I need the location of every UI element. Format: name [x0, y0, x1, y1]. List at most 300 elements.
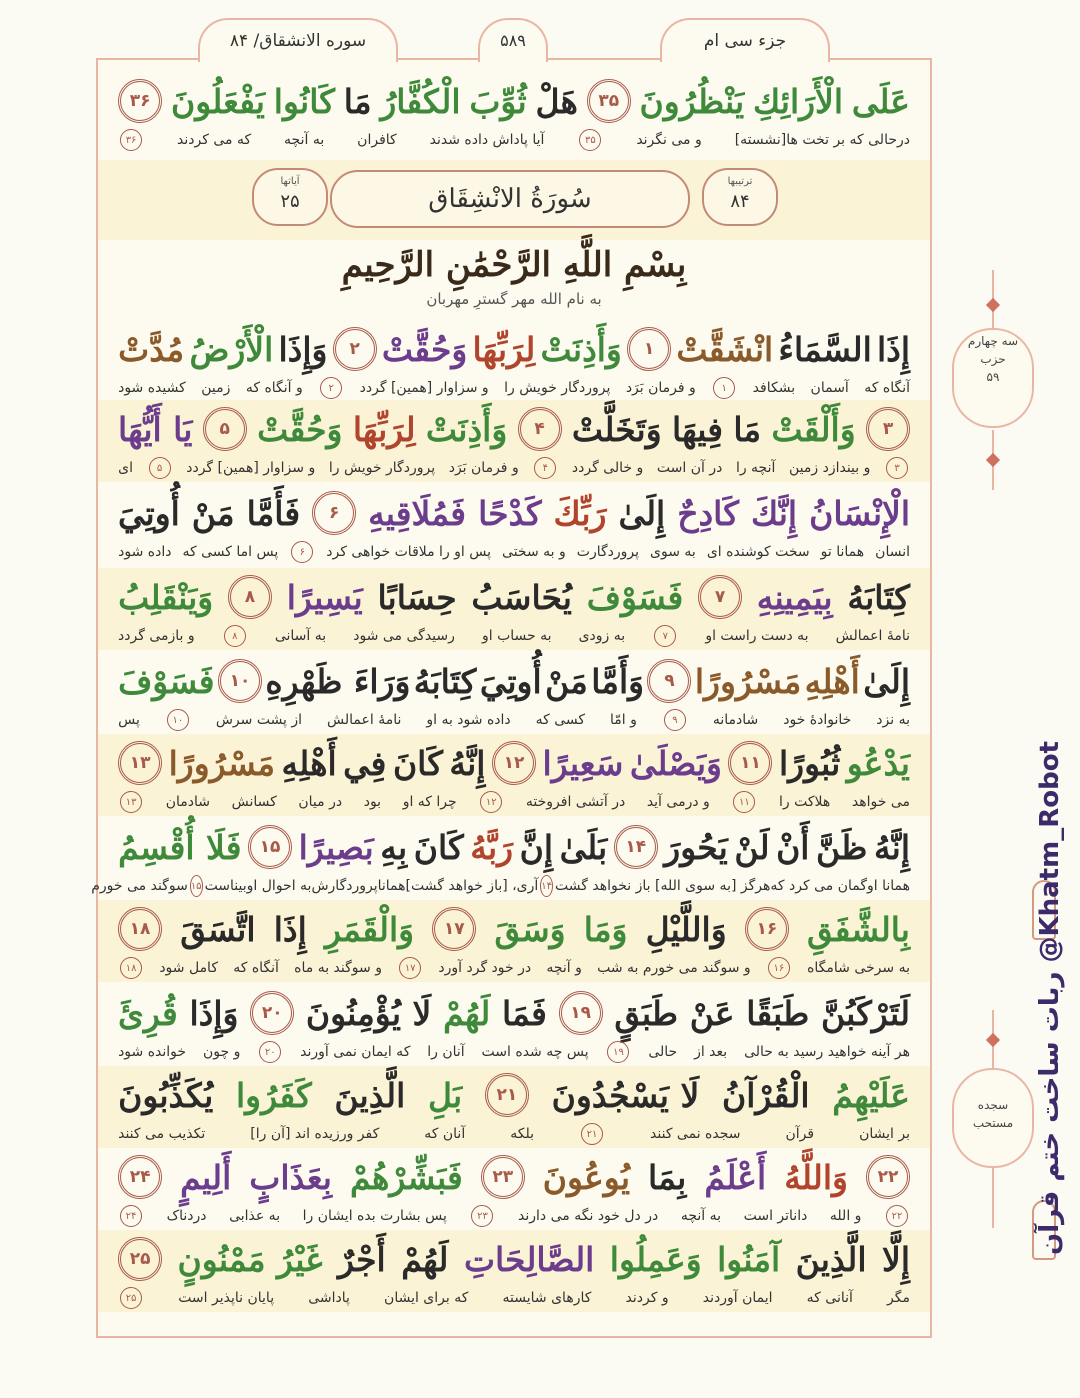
hizb-line1: سه چهارم: [967, 334, 1019, 348]
arabic-word: الْكُفَّارُ: [380, 81, 461, 121]
arabic-word: عَنْ: [689, 993, 735, 1033]
ayah-number-marker: ۳: [866, 407, 910, 451]
translation-word: پروردگار خویش را: [504, 380, 611, 396]
translation-word: نامهٔ اعمالش: [835, 628, 910, 644]
translation-word: پاداشی: [308, 1290, 350, 1306]
arabic-word: إِلَىٰ: [863, 661, 910, 701]
ayah-number-marker: ۱۰: [218, 659, 262, 703]
translation-word: پس: [118, 712, 140, 728]
translation-word: شادمان: [165, 794, 210, 810]
translation-word: و فرمان بَرَد: [625, 380, 696, 396]
ayat-value: ۲۵: [280, 191, 300, 212]
translation-line: [118, 1286, 910, 1310]
arabic-word: أَهْلِهِ: [804, 661, 860, 701]
arabic-word: وَالْقَمَرِ: [324, 909, 415, 949]
arabic-word: ظَنَّ: [816, 827, 868, 867]
arabic-word: وَسَقَ: [494, 909, 566, 949]
translation-word: هرگز [به سوی الله] باز نخواهد گشت: [555, 878, 771, 894]
translation-ayah-number: ۱۴: [540, 875, 553, 897]
side-diamond: [986, 453, 1000, 467]
translation-word: که ایمان نمی آورند: [300, 1044, 411, 1060]
translation-word: و درمی آید: [646, 794, 710, 810]
translation-word: پس چه شده است: [481, 1044, 589, 1060]
translation-word: در آتشی افروخته: [525, 794, 626, 810]
translation-line: [118, 1204, 910, 1228]
translation-ayah-number: ۱۵: [190, 875, 203, 897]
translation-word: به احوال او: [246, 878, 312, 894]
arabic-word: وَمَا: [583, 909, 628, 949]
translation-word: کافران: [357, 132, 397, 148]
arabic-word: يَفْعَلُونَ: [170, 81, 265, 121]
arabic-word: كَانَ: [413, 827, 464, 867]
translation-word: و الله: [829, 1208, 862, 1224]
translation-word: کشیده شود: [118, 380, 186, 396]
ayah-number-marker: ۱۲: [492, 741, 536, 785]
translation-word: تکذیب می کنند: [118, 1126, 206, 1142]
ayah-number-marker: ۱۴: [614, 825, 658, 869]
arabic-word: وَأَذِنَتْ: [540, 329, 622, 369]
verse-row: [98, 320, 930, 402]
translation-line: [118, 128, 910, 152]
translation-word: آری، [باز خواهد گشت]: [405, 878, 539, 894]
arabic-word: إِنَّهُ: [873, 827, 910, 867]
sajda-line1: سجده: [977, 1098, 1009, 1112]
translation-line: [118, 708, 910, 732]
arabic-word: وَإِذَا: [278, 329, 328, 369]
translation-word: درحالی که بر تخت ها[نشسته]: [734, 132, 910, 148]
hizb-badge: [952, 328, 1034, 428]
arabic-word: إِلَّا: [882, 1239, 910, 1279]
arabic-word: أَعْلَمُ: [704, 1157, 767, 1197]
translation-ayah-number: ۲۴: [120, 1205, 142, 1227]
ayah-number-marker: ۳۶: [118, 79, 162, 123]
arabic-word: فِيهَا: [672, 409, 724, 449]
translation-ayah-number: ۱۲: [480, 791, 502, 813]
verse-row: [98, 72, 930, 154]
translation-word: هر آینه خواهید رسید به حالی: [744, 1044, 910, 1060]
translation-ayah-number: ۲۲: [886, 1205, 908, 1227]
arabic-word: فَأَمَّا: [246, 493, 301, 533]
translation-line: [118, 1122, 910, 1146]
translation-word: داده شود: [118, 544, 172, 560]
translation-word: نامهٔ اعمالش: [327, 712, 402, 728]
translation-word: پروردگارش: [311, 878, 378, 894]
arabic-word: بَصِيرًا: [298, 827, 374, 867]
ayah-number-marker: ۱۳: [118, 741, 162, 785]
translation-word: به آنچه: [680, 1208, 722, 1224]
arabic-word: اتَّسَقَ: [180, 909, 256, 949]
arabic-line: [118, 1232, 910, 1286]
translation-word: آنچه را: [735, 460, 776, 476]
arabic-word: لَنْ: [734, 827, 770, 867]
arabic-word: حِسَابًا: [377, 577, 457, 617]
ayah-number-marker: ۱۱: [728, 741, 772, 785]
translation-word: پروردگارت: [576, 544, 640, 560]
ayah-number-marker: ۱۹: [559, 991, 603, 1035]
translation-ayah-number: ۱: [713, 377, 735, 399]
arabic-word: هَلْ: [535, 81, 578, 121]
arabic-word: إِذَا: [876, 329, 910, 369]
translation-word: می خواهد: [851, 794, 910, 810]
translation-word: بود: [363, 794, 382, 810]
translation-ayah-number: ۱۳: [120, 791, 142, 813]
translation-word: انسان: [875, 544, 910, 560]
translation-word: شادمانه: [712, 712, 759, 728]
arabic-line: [118, 820, 910, 874]
arabic-word: كَدْحًا: [478, 493, 542, 533]
arabic-word: الَّذِينَ: [334, 1075, 406, 1115]
verse-row: [98, 484, 930, 566]
arabic-word: الْقُرْآنُ: [722, 1075, 810, 1115]
translation-word: آنان که: [424, 1126, 466, 1142]
arabic-line: [118, 654, 910, 708]
ayat-count-box: [252, 168, 328, 226]
ayah-number-marker: ۲۱: [485, 1073, 529, 1117]
translation-word: که برای ایشان: [384, 1290, 469, 1306]
arabic-word: فَبَشِّرْهُمْ: [349, 1157, 463, 1197]
translation-word: بیناست: [204, 878, 247, 894]
arabic-word: أَجْرٌ: [337, 1239, 386, 1279]
translation-line: [118, 376, 910, 400]
translation-word: به عذابی: [229, 1208, 281, 1224]
translation-ayah-number: ۶: [291, 541, 313, 563]
arabic-word: لَهُمْ: [443, 993, 491, 1033]
translation-word: از پشت سرش: [215, 712, 303, 728]
arabic-word: قُرِئَ: [118, 993, 178, 1033]
arabic-word: إِنَّ: [519, 827, 554, 867]
translation-word: و آنچه: [546, 960, 582, 976]
arabic-word: وَرَاءَ ظَهْرِهِ: [265, 661, 411, 701]
translation-ayah-number: ۱۰: [167, 709, 189, 731]
arabic-word: وَيَصْلَىٰ: [629, 743, 722, 783]
basmala: بِسْمِ اللَّهِ الرَّحْمَٰنِ الرَّحِيمِ: [341, 245, 687, 285]
side-line: [992, 1168, 994, 1228]
translation-word: آنگاه که: [864, 380, 910, 396]
translation-word: آنانی که: [806, 1290, 853, 1306]
arabic-word: يُوعُونَ: [542, 1157, 631, 1197]
translation-word: خوانده شود: [118, 1044, 187, 1060]
ayah-number-marker: ۱۷: [432, 907, 476, 951]
translation-ayah-number: ۳۵: [579, 129, 601, 151]
surah-title: سُورَةُ الانْشِقَاق: [330, 170, 690, 228]
hizb-line2: حزب: [980, 352, 1006, 366]
ayah-number-marker: ۱: [627, 327, 671, 371]
basmala-translation: به نام الله مهر گسترِ مهربان: [426, 290, 602, 308]
translation-ayah-number: ۱۷: [399, 957, 421, 979]
page-number-tab: ۵۸۹: [478, 18, 548, 62]
arabic-line: [118, 322, 910, 376]
translation-word: آنگاه که: [233, 960, 279, 976]
arabic-word: إِلَىٰ: [618, 493, 666, 533]
ayah-number-marker: ۷: [698, 575, 742, 619]
ayah-number-marker: ۲: [333, 327, 377, 371]
translation-ayah-number: ۴: [534, 457, 556, 479]
translation-word: و سوگند به ماه: [294, 960, 382, 976]
translation-line: [118, 456, 910, 480]
ayah-number-marker: ۲۰: [250, 991, 294, 1035]
arabic-word: إِذَا: [273, 909, 307, 949]
arabic-line: [118, 402, 910, 456]
arabic-word: كَانُوا: [273, 81, 335, 121]
verse-row: [98, 400, 930, 482]
surah-header-tab: سوره الانشقاق/ ۸۴: [198, 18, 398, 62]
translation-ayah-number: ۹: [664, 709, 686, 731]
arabic-word: مَنْ: [191, 493, 235, 533]
translation-word: چرا که او: [402, 794, 457, 810]
arabic-word: ثُبُورًا: [778, 743, 841, 783]
ayah-number-marker: ۲۳: [481, 1155, 525, 1199]
arabic-word: وَإِذَا: [189, 993, 239, 1033]
order-value: ۸۴: [730, 191, 750, 212]
translation-word: رسیدگی می شود: [353, 628, 455, 644]
translation-word: پایان ناپذیر است: [178, 1290, 275, 1306]
arabic-word: طَبَقًا: [746, 993, 810, 1033]
arabic-word: إِنَّهُ: [449, 743, 486, 783]
arabic-word: الْأَرَائِكِ: [752, 81, 844, 121]
translation-word: دردناک: [166, 1208, 207, 1224]
translation-word: به حساب او: [481, 628, 552, 644]
translation-word: قرآن: [785, 1126, 815, 1142]
translation-word: و به سختی: [502, 544, 566, 560]
translation-word: و می نگرند: [636, 132, 702, 148]
ayah-number-marker: ۳۵: [587, 79, 631, 123]
arabic-word: وَعَمِلُوا: [609, 1239, 702, 1279]
translation-ayah-number: ۲۵: [120, 1287, 142, 1309]
ayah-number-marker: ۴: [518, 407, 562, 451]
arabic-word: بِالشَّفَقِ: [807, 909, 910, 949]
translation-word: به سوی: [650, 544, 696, 560]
translation-word: پروردگار خویش را: [328, 460, 436, 476]
arabic-word: فَسَوْفَ: [118, 661, 215, 701]
translation-word: و بازمی گردد: [118, 628, 195, 644]
arabic-line: [118, 1150, 910, 1204]
translation-word: ایمان آوردند: [702, 1290, 773, 1306]
translation-word: و فرمان بَرَد: [448, 460, 519, 476]
translation-word: کسانش: [231, 794, 277, 810]
arabic-word: مَا: [343, 81, 372, 121]
verse-row: [98, 984, 930, 1066]
arabic-word: لِرَبِّهَا: [472, 329, 536, 369]
translation-ayah-number: ۷: [654, 625, 676, 647]
translation-line: [91, 874, 910, 898]
translation-word: آیا پاداش داده شدند: [429, 132, 545, 148]
translation-word: به آنچه: [284, 132, 325, 148]
translation-word: به آسانی: [274, 628, 327, 644]
arabic-word: كَفَرُوا: [236, 1075, 312, 1115]
ayat-label: آیاتها: [280, 176, 300, 187]
arabic-word: فَمُلَاقِيهِ: [368, 493, 467, 533]
translation-ayah-number: ۳۶: [120, 129, 142, 151]
translation-ayah-number: ۱۶: [768, 957, 790, 979]
translation-line: [118, 540, 910, 564]
translation-word: کسی که: [535, 712, 586, 728]
translation-ayah-number: ۲۰: [259, 1041, 281, 1063]
ayah-number-marker: ۹: [647, 659, 691, 703]
translation-word: همانا: [377, 878, 406, 894]
translation-word: در میان: [298, 794, 343, 810]
arabic-word: مَا: [733, 409, 762, 449]
ayah-number-marker: ۲۴: [118, 1155, 162, 1199]
translation-ayah-number: ۲: [320, 377, 342, 399]
arabic-word: وَحُقَّتْ: [257, 409, 343, 449]
verse-row: [98, 652, 930, 734]
translation-word: در آن است: [656, 460, 723, 476]
ayah-number-marker: ۱۸: [118, 907, 162, 951]
arabic-word: يُحَاسَبُ: [471, 577, 572, 617]
translation-word: سوگند می خورم: [91, 878, 188, 894]
arabic-word: فَسَوْفَ: [586, 577, 684, 617]
hizb-line3: ۵۹: [986, 370, 1000, 384]
arabic-line: [118, 570, 910, 624]
verse-row: [91, 818, 930, 900]
translation-ayah-number: ۱۱: [733, 791, 755, 813]
translation-word: سجده نمی کنند: [650, 1126, 741, 1142]
translation-word: کامل شود: [159, 960, 218, 976]
arabic-word: بَلِ: [427, 1075, 463, 1115]
translation-word: هلاکت را: [779, 794, 831, 810]
arabic-line: [118, 486, 910, 540]
translation-word: به سرخی شامگاه: [807, 960, 910, 976]
translation-word: بلکه: [510, 1126, 535, 1142]
translation-word: و سزاوار [همین] گردد: [186, 460, 316, 476]
ayah-number-marker: ۵: [203, 407, 247, 451]
verse-row: [98, 1066, 930, 1148]
arabic-line: [118, 74, 910, 128]
arabic-word: أَلِيمٍ: [180, 1157, 232, 1197]
translation-word: کارهای شایسته: [502, 1290, 592, 1306]
side-diamond: [986, 1033, 1000, 1047]
ayah-number-marker: ۱۵: [248, 825, 292, 869]
arabic-word: وَاللَّهُ: [784, 1157, 848, 1197]
arabic-word: فِي: [343, 743, 387, 783]
ayah-number-marker: ۲۲: [866, 1155, 910, 1199]
arabic-word: بِعَذَابٍ: [249, 1157, 332, 1197]
translation-word: حالی: [648, 1044, 678, 1060]
arabic-word: لَا يُؤْمِنُونَ: [305, 993, 432, 1033]
translation-word: و امّا: [610, 712, 637, 728]
arabic-word: وَيَنْقَلِبُ: [118, 577, 214, 617]
arabic-word: يُكَذِّبُونَ: [118, 1075, 214, 1115]
arabic-word: أَهْلِهِ: [281, 743, 337, 783]
translation-word: مگر: [887, 1290, 910, 1306]
arabic-word: وَاللَّيْلِ: [645, 909, 727, 949]
sajda-line2: مستحب: [972, 1116, 1014, 1130]
arabic-word: وَأَذِنَتْ: [425, 409, 508, 449]
arabic-word: عَلَيْهِمُ: [832, 1075, 910, 1115]
arabic-word: آمَنُوا: [717, 1239, 781, 1279]
translation-word: آسمان: [810, 380, 849, 396]
translation-word: و سزاوار [همین] گردد: [359, 380, 489, 396]
ayah-number-marker: ۲۵: [118, 1237, 162, 1281]
translation-word: در خود گرد آورد: [438, 960, 532, 976]
verse-row: [98, 1230, 930, 1312]
arabic-word: رَبِّكَ: [553, 493, 607, 533]
arabic-word: مَسْرُورًا: [694, 661, 802, 701]
translation-word: در دل خود نگه می دارند: [518, 1208, 659, 1224]
arabic-word: طَبَقٍ: [614, 993, 679, 1033]
side-diamond: [986, 298, 1000, 312]
arabic-word: غَيْرُ مَمْنُونٍ: [177, 1239, 323, 1279]
order-label: ترتیبها: [727, 176, 753, 187]
arabic-word: مُدَّتْ: [118, 329, 185, 369]
arabic-word: كَادِحٌ: [677, 493, 739, 533]
translation-ayah-number: ۸: [224, 625, 246, 647]
arabic-word: يَا أَيُّهَا: [118, 409, 193, 449]
arabic-line: [118, 736, 910, 790]
verse-row: [98, 1148, 930, 1230]
translation-ayah-number: ۲۳: [471, 1205, 493, 1227]
arabic-word: لَا يَسْجُدُونَ: [551, 1075, 700, 1115]
translation-word: بر ایشان: [859, 1126, 910, 1142]
arabic-word: انْشَقَّتْ: [676, 329, 774, 369]
translation-word: آنان را: [427, 1044, 465, 1060]
arabic-word: بِهِ: [380, 827, 408, 867]
translation-word: و چون: [202, 1044, 241, 1060]
arabic-word: الَّذِينَ: [795, 1239, 867, 1279]
surah-order-box: [702, 168, 778, 226]
arabic-word: الْإِنْسَانُ: [809, 493, 910, 533]
verse-row: [98, 568, 930, 650]
translation-ayah-number: ۱۸: [120, 957, 142, 979]
arabic-word: وَأَمَّا: [591, 661, 645, 701]
arabic-word: يَحُورَ: [664, 827, 728, 867]
translation-word: خانوادهٔ خود: [783, 712, 852, 728]
arabic-word: بِمَا: [648, 1157, 687, 1197]
translation-word: ای: [118, 460, 133, 476]
translation-line: [118, 1040, 910, 1064]
translation-word: داناتر است: [743, 1208, 808, 1224]
arabic-word: وَحُقَّتْ: [381, 329, 468, 369]
translation-word: بشکافد: [752, 380, 796, 396]
arabic-word: أُوتِيَ: [479, 661, 542, 701]
ayah-number-marker: ۶: [312, 491, 356, 535]
translation-word: به نزد: [876, 712, 910, 728]
arabic-word: بَلَىٰ: [559, 827, 608, 867]
watermark: [1000, 741, 1065, 1260]
translation-word: بعد از: [694, 1044, 728, 1060]
arabic-word: ثُوِّبَ: [469, 81, 527, 121]
translation-word: و آنگاه که: [245, 380, 303, 396]
translation-word: سخت کوشنده ای: [706, 544, 810, 560]
translation-ayah-number: ۵: [149, 457, 171, 479]
arabic-word: كِتَابَهُ: [847, 577, 910, 617]
arabic-word: رَبَّهُ: [470, 827, 514, 867]
arabic-line: [118, 986, 910, 1040]
arabic-word: بِيَمِينِهِ: [756, 577, 833, 617]
translation-word: داده شود به او: [426, 712, 511, 728]
translation-ayah-number: ۳: [886, 457, 908, 479]
arabic-word: مَنْ: [545, 661, 588, 701]
arabic-word: فَمَا: [502, 993, 547, 1033]
verse-row: [98, 734, 930, 816]
translation-word: و خالی گردد: [571, 460, 644, 476]
juz-header-tab: جزء سی ام: [660, 18, 830, 62]
arabic-word: لَتَرْكَبُنَّ: [820, 993, 910, 1033]
verse-row: [98, 900, 930, 982]
translation-word: و بیندازد زمین: [789, 460, 871, 476]
arabic-word: يَسِيرًا: [286, 577, 363, 617]
arabic-word: الْأَرْضُ: [189, 329, 274, 369]
arabic-line: [118, 902, 910, 956]
arabic-word: فَلَا أُقْسِمُ: [118, 827, 242, 867]
arabic-line: [118, 1068, 910, 1122]
translation-word: کفر ورزیده اند [آن را]: [250, 1126, 380, 1142]
translation-word: به دست راست او: [705, 628, 809, 644]
translation-line: [118, 624, 910, 648]
translation-line: [118, 956, 910, 980]
translation-ayah-number: ۲۱: [581, 1123, 603, 1145]
translation-word: همانا اوگمان می کرد که: [770, 878, 910, 894]
